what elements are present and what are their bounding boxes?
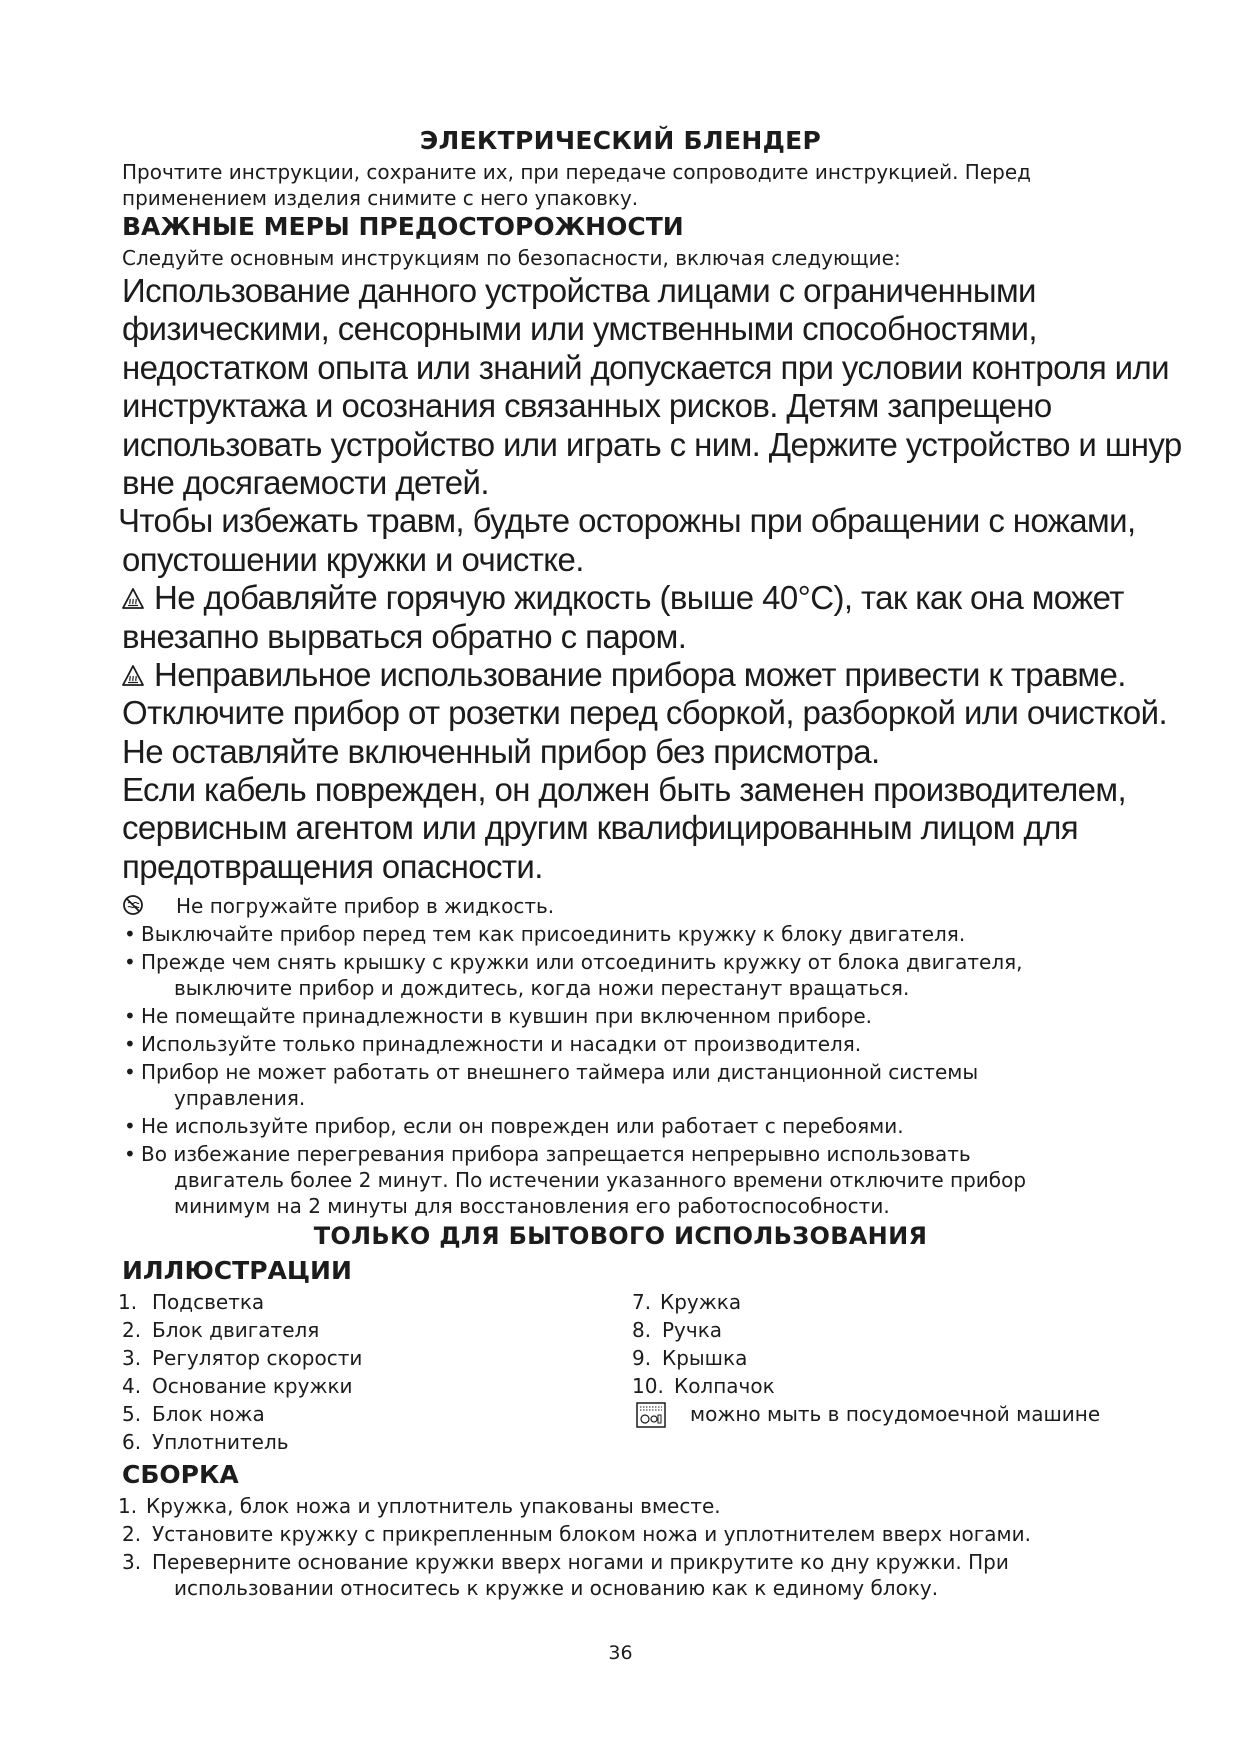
illustration-number: 7. [632, 1290, 652, 1314]
injury-warning-line [122, 656, 1202, 694]
large-text-line: Чтобы избежать травм, будьте осторожны при обращении с ножами, [118, 502, 1136, 540]
assembly-step-number: 1. [118, 1494, 138, 1518]
assembly-heading: СБОРКА [122, 1460, 239, 1489]
illustration-label: Ручка [662, 1318, 723, 1342]
dishwasher-note: можно мыть в посудомоечной машине [690, 1402, 1101, 1426]
page-title: ЭЛЕКТРИЧЕСКИЙ БЛЕНДЕР [419, 126, 822, 155]
bullet-marker: • [124, 1032, 136, 1056]
large-text-line: опустошении кружки и очистке. [122, 540, 584, 578]
illustration-number: 5. [122, 1402, 142, 1426]
bullet-item: Не используйте прибор, если он поврежден или работает с перебоями. [141, 1114, 904, 1138]
bullet-marker: • [124, 922, 136, 946]
large-text-line: вне досягаемости детей. [122, 463, 489, 501]
bullet-item: Во избежание перегревания прибора запрещается непрерывно использовать [141, 1142, 971, 1166]
illustration-label: Кружка [660, 1290, 742, 1314]
large-text-line: физическими, сенсорными или умственными способностями, [122, 310, 1037, 348]
large-text-line: инструктажа и осознания связанных рисков. Детям запрещено [122, 387, 1052, 425]
illustration-number: 3. [122, 1346, 142, 1370]
large-text-line: предотвращения опасности. [122, 847, 543, 885]
bullet-item: Выключайте прибор перед тем как присоединить кружку к блоку двигателя. [141, 922, 966, 946]
no-immerse-icon [122, 894, 144, 920]
bullet-item: Прежде чем снять крышку с кружки или отсоединить кружку от блока двигателя, [141, 950, 1023, 974]
bullet-item-continuation: минимум на 2 минуты для восстановления его работоспособности. [174, 1194, 890, 1218]
large-text-line: использовать устройство или играть с ним. Держите устройство и шнур [122, 425, 1182, 463]
bullet-marker: • [124, 1004, 136, 1028]
illustration-label: Колпачок [674, 1374, 775, 1398]
illustration-number: 8. [632, 1318, 652, 1342]
hot-liquid-warning-line [122, 579, 1202, 617]
assembly-step-text: Кружка, блок ножа и уплотнитель упакованы вместе. [146, 1494, 721, 1518]
bullet-marker: • [124, 1060, 136, 1084]
assembly-step-number: 3. [122, 1550, 142, 1574]
illustrations-heading: ИЛЛЮСТРАЦИИ [122, 1256, 352, 1285]
hot-liquid-warning-text: Не добавляйте горячую жидкость (выше 40°C), так как она может [154, 579, 1124, 617]
intro-line-2: применением изделия снимите с него упаковку. [122, 186, 639, 210]
large-text-line: Не оставляйте включенный прибор без присмотра. [122, 732, 880, 770]
bullet-item-continuation: выключите прибор и дождитесь, когда ножи перестанут вращаться. [174, 976, 910, 1000]
dishwasher-icon [636, 1402, 666, 1432]
assembly-step-text: Установите кружку с прикрепленным блоком ножа и уплотнителем вверх ногами. [152, 1522, 1032, 1546]
large-text-line: Если кабель поврежден, он должен быть заменен производителем, [122, 771, 1127, 809]
bullet-marker: • [124, 1114, 136, 1138]
hot-surface-warning-icon [122, 581, 144, 605]
illustration-label: Уплотнитель [152, 1430, 289, 1454]
large-text-line: недостатком опыта или знаний допускается при условии контроля или [122, 348, 1169, 386]
hot-surface-warning-icon [122, 658, 144, 682]
illustration-label: Подсветка [152, 1290, 265, 1314]
large-warning-block [118, 272, 1202, 886]
bullet-item-continuation: управления. [174, 1086, 306, 1110]
illustration-number: 9. [632, 1346, 652, 1370]
assembly-step-text: Переверните основание кружки вверх ногами и прикрутите ко дну кружки. При [152, 1550, 1009, 1574]
injury-warning-text: Неправильное использование прибора может привести к травме. [154, 655, 1126, 693]
precautions-heading: ВАЖНЫЕ МЕРЫ ПРЕДОСТОРОЖНОСТИ [122, 212, 684, 241]
large-text-line: внезапно вырваться обратно с паром. [122, 617, 687, 655]
illustration-label: Блок двигателя [152, 1318, 320, 1342]
illustration-number: 6. [122, 1430, 142, 1454]
large-text-line: сервисным агентом или другим квалифицированным лицом для [122, 809, 1079, 847]
intro-line-1: Прочтите инструкции, сохраните их, при передаче сопроводите инструкцией. Перед [122, 160, 1031, 184]
bullet-marker: • [124, 1142, 136, 1166]
illustration-number: 1. [118, 1290, 138, 1314]
bullet-item: Не помещайте принадлежности в кувшин при включенном приборе. [141, 1004, 873, 1028]
illustration-number: 10. [632, 1374, 664, 1398]
illustration-label: Крышка [662, 1346, 748, 1370]
precautions-intro: Следуйте основным инструкциям по безопасности, включая следующие: [122, 246, 901, 270]
no-immerse-text: Не погружайте прибор в жидкость. [176, 894, 555, 918]
bullet-item: Прибор не может работать от внешнего таймера или дистанционной системы [141, 1060, 979, 1084]
bullet-item-continuation: двигатель более 2 минут. По истечении указанного времени отключите прибор [174, 1168, 1027, 1192]
page-number: 36 [608, 1642, 633, 1664]
household-only-heading: ТОЛЬКО ДЛЯ БЫТОВОГО ИСПОЛЬЗОВАНИЯ [313, 1222, 928, 1250]
large-text-line: Использование данного устройства лицами с ограниченными [122, 272, 1036, 309]
illustration-label: Основание кружки [152, 1374, 353, 1398]
bullet-item: Используйте только принадлежности и насадки от производителя. [141, 1032, 862, 1056]
assembly-step-continuation: использовании относитесь к кружке и основанию как к единому блоку. [174, 1576, 939, 1600]
illustration-label: Блок ножа [152, 1402, 265, 1426]
large-text-line: Отключите прибор от розетки перед сборкой, разборкой или очисткой. [122, 694, 1168, 732]
illustration-label: Регулятор скорости [152, 1346, 363, 1370]
assembly-step-number: 2. [122, 1522, 142, 1546]
illustration-number: 2. [122, 1318, 142, 1342]
illustration-number: 4. [122, 1374, 142, 1398]
bullet-marker: • [124, 950, 136, 974]
